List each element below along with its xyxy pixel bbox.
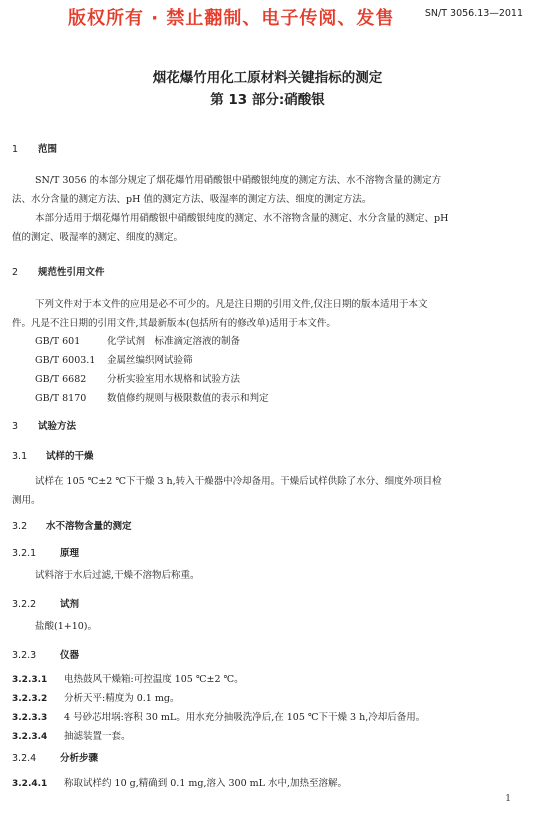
copyright-watermark: 版权所有 · 禁止翻制、电子传阅、发售 — [68, 8, 395, 29]
reference-code: GB/T 6003.1 — [35, 355, 96, 366]
reference-code: GB/T 8170 — [35, 393, 87, 404]
paragraph-line: 试样在 105 ℃±2 ℃下干燥 3 h,转入干燥器中冷却备用。干燥后试样供除了水分、细度外项目检 — [35, 476, 442, 487]
clause-text: 电热鼓风干燥箱:可控温度 105 ℃±2 ℃。 — [64, 674, 244, 685]
document-title: 烟花爆竹用化工原材料关键指标的测定 — [152, 70, 383, 86]
section-3-2-4-heading — [12, 750, 98, 764]
clause-number: 3.2.3.2 — [12, 694, 48, 704]
section-title: 试剂 — [60, 599, 80, 610]
reference-code: GB/T 6682 — [35, 374, 87, 385]
section-number: 3.2 — [12, 521, 28, 532]
instrument-item — [12, 671, 244, 685]
section-3-heading — [12, 418, 76, 432]
instrument-item — [12, 728, 131, 742]
section-3-1-heading — [12, 448, 94, 462]
paragraph-line: 本部分适用于烟花爆竹用硝酸银中硝酸银纯度的测定、水不溶物含量的测定、水分含量的测定、pH — [35, 213, 449, 224]
section-title: 仪器 — [60, 650, 80, 661]
section-title: 试样的干燥 — [46, 451, 94, 462]
paragraph-line: 试料溶于水后过滤,干燥不溶物后称重。 — [35, 570, 200, 581]
section-3-2-3-heading — [12, 647, 79, 661]
section-number: 2 — [12, 267, 19, 278]
reference-title: 金属丝编织网试验筛 — [107, 355, 193, 366]
section-title: 水不溶物含量的测定 — [46, 521, 132, 532]
paragraph-line: 盐酸(1+10)。 — [35, 621, 98, 632]
standard-number: SN/T 3056.13—2011 — [424, 8, 523, 19]
section-3-2-heading — [12, 518, 132, 532]
paragraph-line: 件。凡是不注日期的引用文件,其最新版本(包括所有的修改单)适用于本文件。 — [12, 318, 336, 329]
clause-number: 3.2.4.1 — [12, 779, 48, 789]
paragraph-line: 测用。 — [12, 495, 41, 506]
document-subtitle: 第 13 部分:硝酸银 — [210, 92, 325, 108]
reference-item — [35, 371, 240, 385]
paragraph-line: 法、水分含量的测定方法、pH 值的测定方法、吸湿率的测定方法、细度的测定方法。 — [12, 194, 372, 205]
clause-number: 3.2.3.1 — [12, 675, 48, 685]
section-number: 3.2.3 — [12, 650, 37, 661]
reference-title: 化学试剂 标准滴定溶液的制备 — [107, 336, 241, 347]
reference-title: 数值修约规则与极限数值的表示和判定 — [107, 393, 269, 404]
section-3-2-1-heading — [12, 545, 79, 559]
section-1-heading — [12, 141, 57, 155]
procedure-step — [12, 775, 347, 789]
reference-title: 分析实验室用水规格和试验方法 — [107, 374, 241, 385]
paragraph-line: SN/T 3056 的本部分规定了烟花爆竹用硝酸银中硝酸银纯度的测定方法、水不溶物含量的测定方 — [35, 175, 442, 186]
clause-number: 3.2.3.3 — [12, 713, 48, 723]
reference-item — [35, 390, 269, 404]
instrument-item — [12, 709, 425, 723]
section-title: 试验方法 — [38, 421, 77, 432]
section-title: 分析步骤 — [60, 753, 99, 764]
section-3-2-2-heading — [12, 596, 79, 610]
instrument-item — [12, 690, 179, 704]
paragraph-line: 值的测定、吸湿率的测定、细度的测定。 — [12, 232, 184, 243]
reference-code: GB/T 601 — [35, 336, 81, 347]
clause-text: 抽滤装置一套。 — [64, 731, 131, 742]
clause-text: 分析天平:精度为 0.1 mg。 — [64, 693, 180, 704]
section-number: 3.1 — [12, 451, 28, 462]
section-title: 原理 — [60, 548, 80, 559]
section-number: 3.2.1 — [12, 548, 37, 559]
clause-number: 3.2.3.4 — [12, 732, 48, 742]
section-title: 范围 — [38, 144, 58, 155]
section-number: 3.2.4 — [12, 753, 37, 764]
section-number: 1 — [12, 144, 19, 155]
clause-text: 4 号砂芯坩埚:容积 30 mL。用水充分抽吸洗净后,在 105 ℃下干燥 3 h,冷却后备用。 — [64, 712, 426, 723]
page-number: 1 — [505, 794, 511, 804]
section-2-heading — [12, 264, 105, 278]
section-number: 3 — [12, 421, 19, 432]
section-title: 规范性引用文件 — [38, 267, 105, 278]
reference-item — [35, 352, 193, 366]
clause-text: 称取试样约 10 g,精确到 0.1 mg,溶入 300 mL 水中,加热至溶解。 — [64, 778, 348, 789]
paragraph-line: 下列文件对于本文件的应用是必不可少的。凡是注日期的引用文件,仅注日期的版本适用于本文 — [35, 299, 428, 310]
section-number: 3.2.2 — [12, 599, 37, 610]
reference-item — [35, 333, 240, 347]
